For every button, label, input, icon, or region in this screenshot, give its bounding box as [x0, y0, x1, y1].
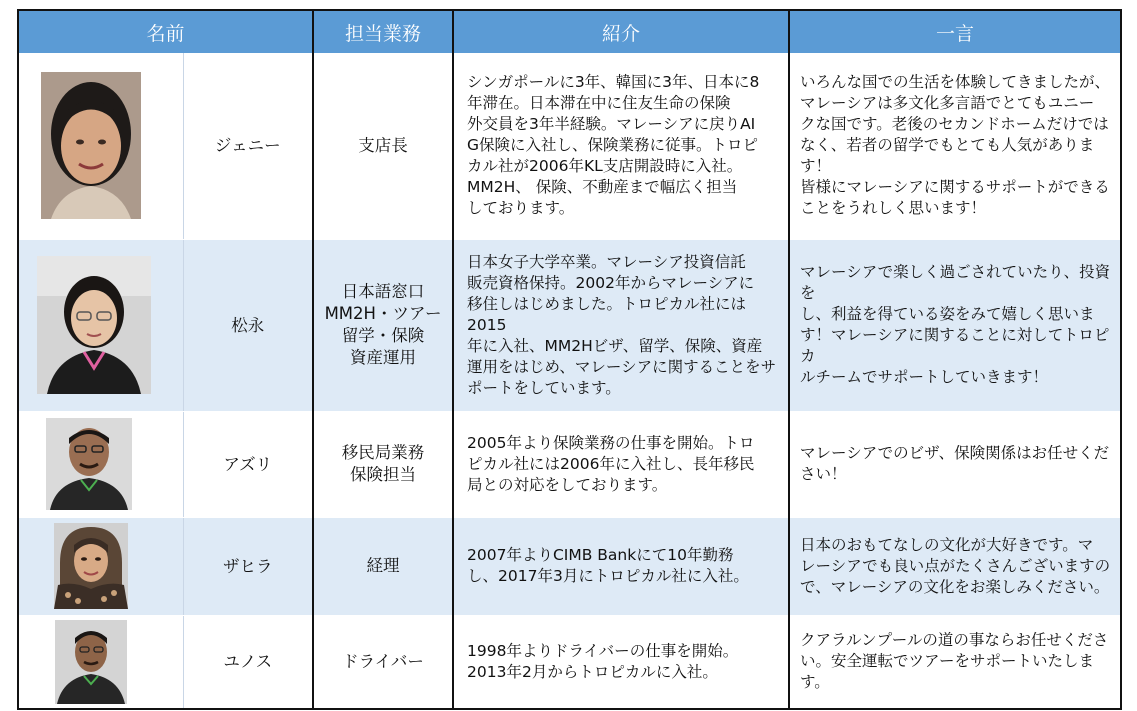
photo-cell: [18, 615, 183, 709]
photo-cell: [18, 53, 183, 239]
staff-word: マレーシアで楽しく過ごされていたり、投資を し、利益を得ている姿をみて嬉しく思いま す！マレーシアに関することに対してトロピカ ルチームでサポートしていきます！: [789, 239, 1121, 411]
staff-intro: 2005年より保険業務の仕事を開始。トロ ピカル社には2006年に入社し、長年移民 局との対応をしております。: [453, 411, 789, 517]
staff-intro: 1998年よりドライバーの仕事を開始。 2013年2月からトロピカルに入社。: [453, 615, 789, 709]
avatar: [46, 418, 132, 510]
staff-word: 日本のおもてなしの文化が大好きです。マ レーシアでも良い点がたくさんございますの で、マレーシアの文化をお楽しみください。: [789, 517, 1121, 615]
avatar: [55, 620, 127, 704]
table-row: [18, 517, 1121, 615]
photo-cell: [18, 239, 183, 411]
staff-word: マレーシアでのビザ、保険関係はお任せくだ さい！: [789, 411, 1121, 517]
staff-role: 経理: [313, 517, 453, 615]
avatar: [41, 72, 141, 219]
photo-cell: [18, 517, 183, 615]
table-row: [18, 615, 1121, 709]
staff-role: 支店長: [313, 53, 453, 239]
staff-intro: 2007年よりCIMB Bankにて10年勤務 し、2017年3月にトロピカル社に入社。: [453, 517, 789, 615]
staff-name: ジェニー: [183, 53, 313, 239]
staff-role: 日本語窓口 MM2H・ツアー 留学・保険 資産運用: [313, 239, 453, 411]
table-row: [18, 411, 1121, 517]
photo-cell: [18, 411, 183, 517]
avatar: [54, 523, 128, 609]
staff-role: ドライバー: [313, 615, 453, 709]
staff-intro: 日本女子大学卒業。マレーシア投資信託 販売資格保持。2002年からマレーシアに 移住しはじめました。トロピカル社には2015 年に入社、MM2Hビザ、留学、保険、資産 運用をはじめ、マレーシアに関することをサ ポートをしています。: [453, 239, 789, 411]
header-word: 一言: [789, 10, 1121, 53]
header-role: 担当業務: [313, 10, 453, 53]
table-row: [18, 239, 1121, 411]
staff-name: ザヒラ: [183, 517, 313, 615]
staff-name: ユノス: [183, 615, 313, 709]
avatar: [37, 256, 151, 394]
staff-intro: シンガポールに3年、韓国に3年、日本に8 年滞在。日本滞在中に住友生命の保険 外交員を3年半経験。マレーシアに戻りAI G保険に入社し、保険業務に従事。トロピ カル社が2006年KL支店開設時に入社。 MM2H、 保険、不動産まで幅広く担当 しております。: [453, 53, 789, 239]
staff-name: 松永: [183, 239, 313, 411]
staff-word: いろんな国での生活を体験してきましたが、 マレーシアは多文化多言語でとてもユニー クな国です。老後のセカンドホームだけでは なく、若者の留学でもとても人気がありま す！ 皆様にマレーシアに関するサポートができる ことをうれしく思います！: [789, 53, 1121, 239]
staff-word: クアラルンプールの道の事ならお任せくださ い。安全運転でツアーをサポートいたします。: [789, 615, 1121, 709]
staff-table: [17, 9, 1122, 710]
staff-name: アズリ: [183, 411, 313, 517]
header-intro: 紹介: [453, 10, 789, 53]
header-row: [18, 10, 1121, 53]
staff-role: 移民局業務 保険担当: [313, 411, 453, 517]
header-name: 名前: [18, 10, 313, 53]
table-row: [18, 53, 1121, 239]
